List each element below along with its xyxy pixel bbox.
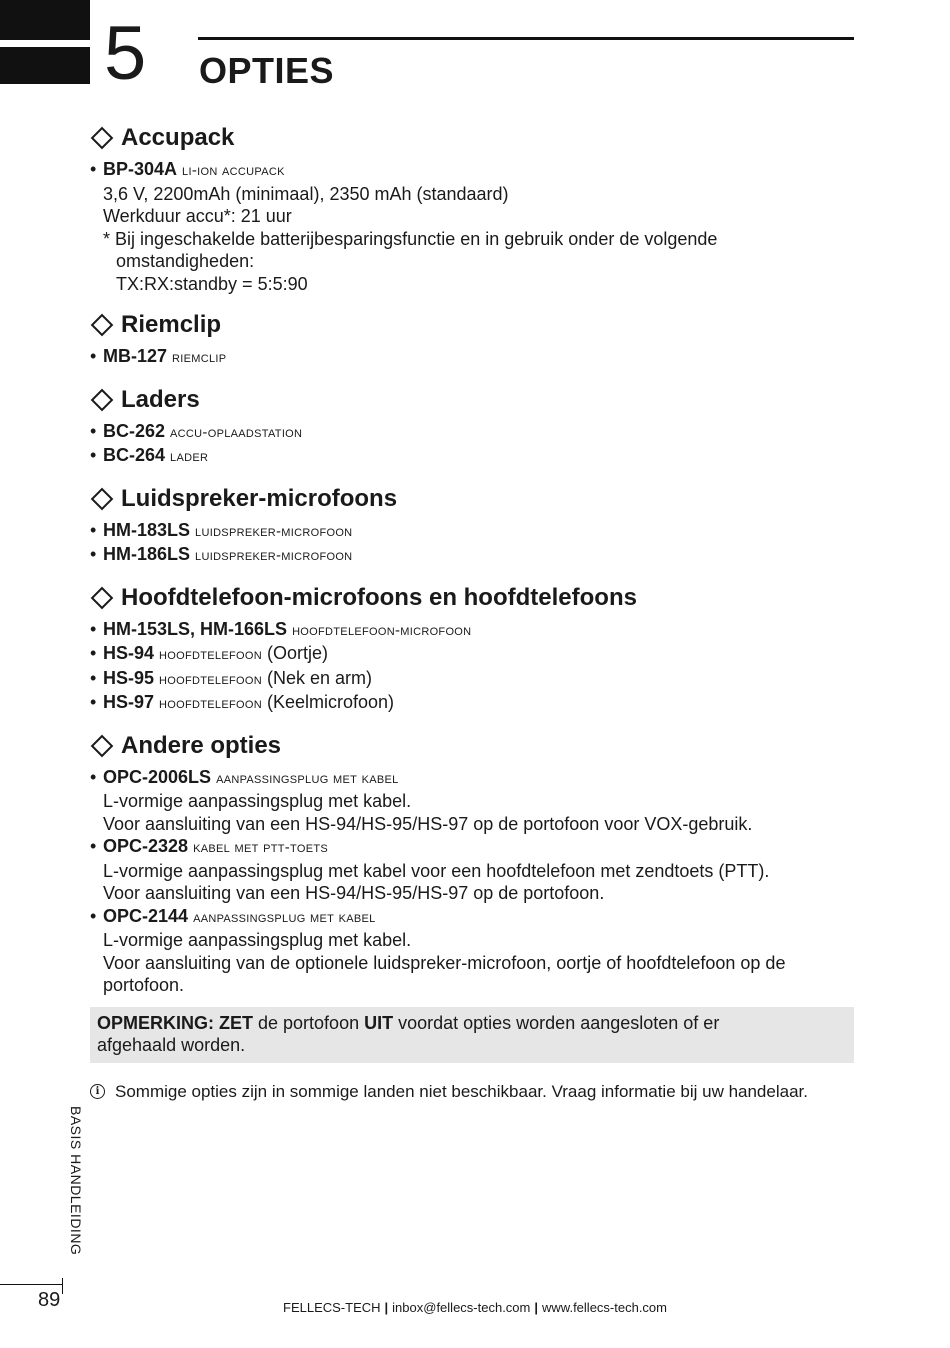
diamond-icon [91,487,114,510]
tab-bar-top [0,0,90,40]
bullet-icon: • [90,692,97,712]
section-hoofdtelefoon [90,578,854,716]
bullet-icon: • [90,905,97,926]
footer-website: www.fellecs-tech.com [542,1300,667,1315]
info-text: Sommige opties zijn in sommige landen niet beschikbaar. Vraag informatie bij uw handelaar. [115,1081,808,1101]
list-item: • BC-264 lader [90,445,209,465]
diamond-icon [91,314,114,337]
chapter-tab-block [0,0,90,84]
detail-line: Voor aansluiting van de optionele luidspreker-microfoon, oortje of hoofdtelefoon op de [103,952,786,973]
list-item: • HM-186LS luidspreker-microfoon [90,544,353,564]
info-notice [90,1081,854,1103]
section-laders [90,380,854,469]
detail-line: L-vormige aanpassingsplug met kabel. [103,791,412,811]
tab-bar-bottom [0,47,90,84]
note-box [90,1007,854,1063]
page-content [90,118,854,1103]
list-item: • OPC-2006LS aanpassingsplug met kabel [90,766,399,787]
page-number: 89 [38,1289,61,1311]
chapter-rule [198,37,854,40]
section-heading: Riemclip [90,305,854,345]
diamond-icon [91,734,114,757]
section-heading: Andere opties [90,726,854,766]
footnote-line: TX:RX:standby = 5:5:90 [116,273,308,294]
chapter-title: OPTIES [199,50,335,91]
list-item: • OPC-2144 aanpassingsplug met kabel [90,905,376,926]
bullet-icon: • [90,519,97,540]
bullet-icon: • [90,346,97,366]
diamond-icon [91,388,114,411]
bullet-icon: • [90,836,97,856]
bullet-icon: • [90,159,97,179]
section-luidspreker [90,479,854,568]
list-item: • BP-304A li-ion accupack [90,159,285,179]
bullet-icon: • [90,766,97,787]
bullet-icon: • [90,643,97,663]
section-andere [90,726,854,997]
bullet-icon: • [90,618,97,639]
section-heading: Accupack [90,118,854,158]
info-icon: i [90,1084,105,1099]
bullet-icon: • [90,445,97,465]
list-item: • HS-95 hoofdtelefoon (Nek en arm) [90,667,372,688]
detail-line: 3,6 V, 2200mAh (minimaal), 2350 mAh (standaard) [103,183,509,204]
page-rule-horizontal [0,1284,62,1285]
detail-line: portofoon. [103,975,185,995]
detail-line: Voor aansluiting van een HS-94/HS-95/HS-97 op de portofoon. [103,883,605,903]
list-item: • HS-97 hoofdtelefoon (Keelmicrofoon) [90,692,395,712]
chapter-number: 5 [104,11,147,96]
detail-line: L-vormige aanpassingsplug met kabel. [103,930,412,950]
page-rule-vertical [62,1278,63,1294]
footer-email: inbox@fellecs-tech.com [392,1300,531,1315]
note-line-1: OPMERKING: ZET de portofoon UIT voordat opties worden aangesloten of er [97,1012,720,1033]
footnote-line: * Bij ingeschakelde batterijbesparingsfunctie en in gebruik onder de volgende [103,228,718,249]
footer-company: FELLECS-TECH [283,1300,381,1315]
side-label: BASIS HANDLEIDING [68,1106,84,1256]
list-item: • OPC-2328 kabel met ptt-toets [90,836,329,856]
list-item: • HM-153LS, HM-166LS hoofdtelefoon-microfoon [90,618,472,639]
bullet-icon: • [90,667,97,688]
bullet-icon: • [90,420,97,441]
diamond-icon [91,127,114,150]
section-heading: Laders [90,380,854,420]
section-riemclip [90,305,854,370]
section-accupack [90,118,854,295]
section-heading: Hoofdtelefoon-microfoons en hoofdtelefoons [90,578,854,618]
list-item: • BC-262 accu-oplaadstation [90,420,303,441]
list-item: • HM-183LS luidspreker-microfoon [90,519,353,540]
diamond-icon [91,586,114,609]
bullet-icon: • [90,544,97,564]
list-item: • HS-94 hoofdtelefoon (Oortje) [90,643,328,663]
detail-line: L-vormige aanpassingsplug met kabel voor een hoofdtelefoon met zendtoets (PTT). [103,860,770,881]
section-heading: Luidspreker-microfoons [90,479,854,519]
footer: FELLECS-TECH | inbox@fellecs-tech.com | www.fellecs-tech.com [283,1300,667,1315]
detail-line: Voor aansluiting van een HS-94/HS-95/HS-97 op de portofoon voor VOX-gebruik. [103,813,753,834]
footnote-line: omstandigheden: [116,251,255,271]
list-item: • MB-127 riemclip [90,346,227,366]
detail-line: Werkduur accu*: 21 uur [103,206,292,226]
note-line-2: afgehaald worden. [97,1035,246,1055]
